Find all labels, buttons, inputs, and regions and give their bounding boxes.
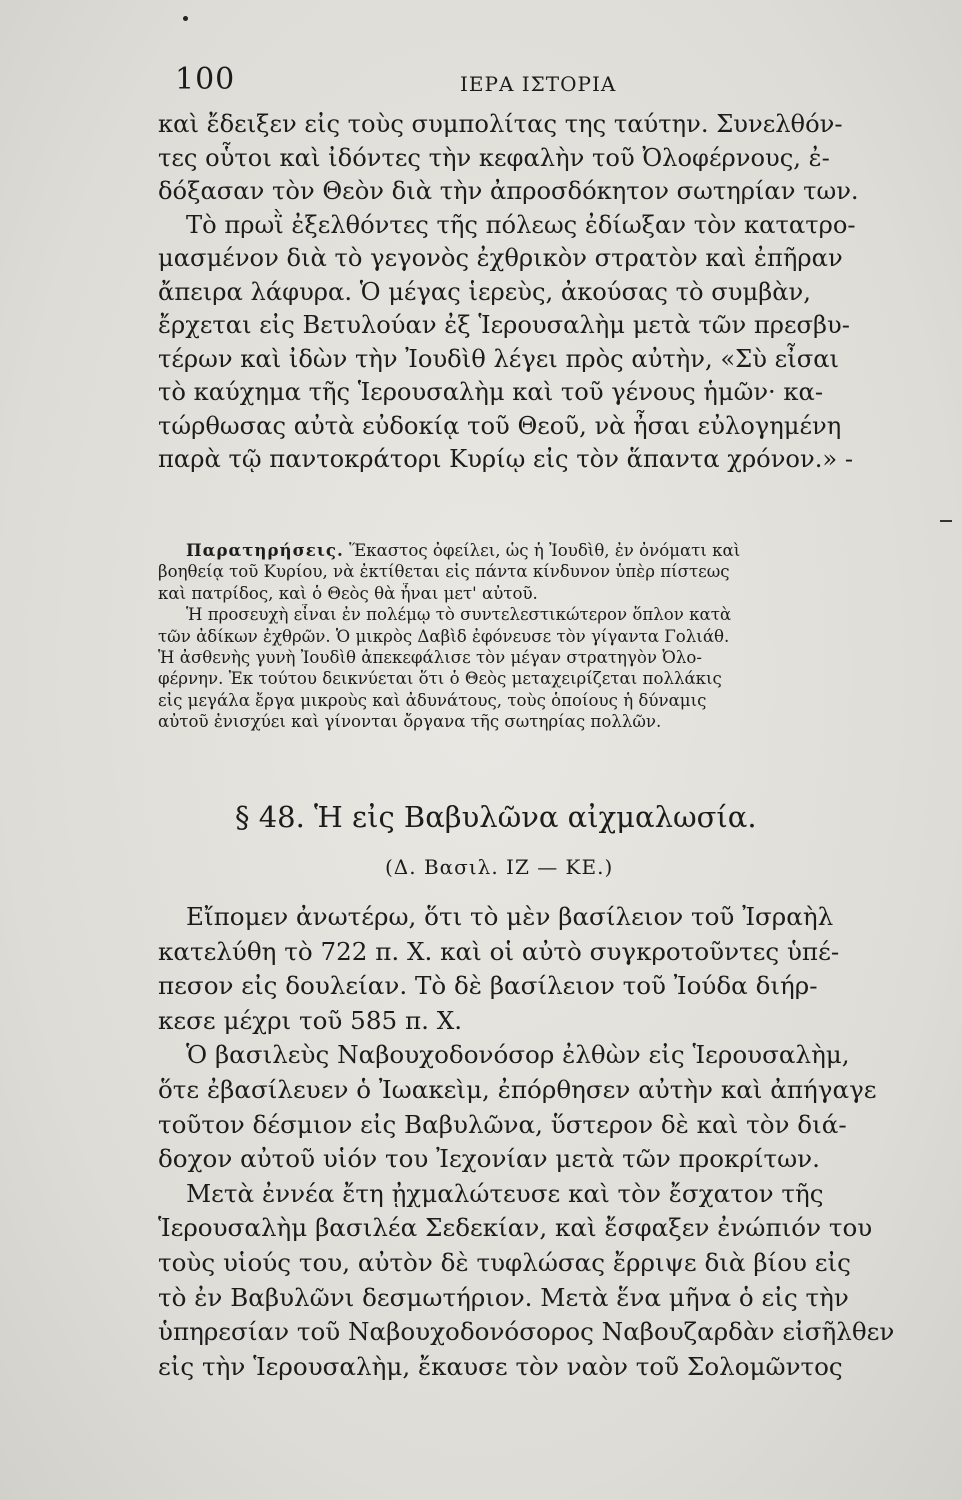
note-line xyxy=(158,540,907,561)
note-line: Ἡ ἀσθενὴς γυνὴ Ἰουδὶθ ἀπεκεφάλισε τὸν μέγαν στρατηγὸν Ὀλο- xyxy=(158,648,702,668)
text-line: κατελύθη τὸ 722 π. Χ. καὶ οἱ αὐτὸ συγκροτοῦντες ὑπέ- xyxy=(158,936,840,966)
text-line: τοὺς υἱούς του, αὐτὸν δὲ τυφλώσας ἔρριψε διὰ βίου εἰς xyxy=(158,1247,851,1277)
section-heading: § 48. Ἡ εἰς Βαβυλῶνα αἰχμαλωσία. xyxy=(235,800,757,834)
text-line: ὑπηρεσίαν τοῦ Ναβουχοδονόσορος Ναβουζαρδὰν εἰσῆλθεν xyxy=(158,1317,895,1347)
note-line: εἰς μεγάλα ἔργα μικροὺς καὶ ἀδυνάτους, τοὺς ὁποίους ἡ δύναμις xyxy=(158,690,707,710)
text-line: παρὰ τῷ παντοκράτορι Κυρίῳ εἰς τὸν ἅπαντα χρόνον.» - xyxy=(158,445,854,473)
text-line: τες οὗτοι καὶ ἰδόντες τὴν κεφαλὴν τοῦ Ὀλοφέρνους, ἐ- xyxy=(158,143,830,172)
text-line: τοῦτον δέσμιον εἰς Βαβυλῶνα, ὕστερον δὲ καὶ τὸν διά- xyxy=(158,1109,847,1139)
margin-mark xyxy=(940,520,952,522)
text-line: πεσον εἰς δουλείαν. Τὸ δὲ βασίλειον τοῦ Ἰούδα διήρ- xyxy=(158,971,818,1001)
text-line: τέρων καὶ ἰδὼν τὴν Ἰουδὶθ λέγει πρὸς αὐτὴν, «Σὺ εἶσαι xyxy=(158,344,840,373)
text-line: ἄπειρα λάφυρα. Ὁ μέγας ἱερεὺς, ἀκούσας τὸ συμβὰν, xyxy=(158,277,811,306)
text-line: Ὁ βασιλεὺς Ναβουχοδονόσορ ἐλθὼν εἰς Ἱερουσαλὴμ, xyxy=(186,1040,850,1070)
section-reference: (Δ. Βασιλ. ΙΖ — ΚΕ.) xyxy=(385,855,614,879)
text-line: δόξασαν τὸν Θεὸν διὰ τὴν ἀπροσδόκητον σωτηρίαν των. xyxy=(158,177,859,205)
section-body xyxy=(158,900,907,1384)
text-line: δοχον αὐτοῦ υἱόν του Ἰεχονίαν μετὰ τῶν προκρίτων. xyxy=(158,1144,820,1174)
text-line: Εἴπομεν ἀνωτέρω, ὅτι τὸ μὲν βασίλειον τοῦ Ἰσραὴλ xyxy=(186,902,834,931)
text-line: μασμένον διὰ τὸ γεγονὸς ἐχθρικὸν στρατὸν καὶ ἐπῆραν xyxy=(158,244,843,272)
note-text: Ἕκαστος ὀφείλει, ὡς ἡ Ἰουδὶθ, ἐν ὀνόματι καὶ xyxy=(343,541,741,560)
main-text xyxy=(158,108,907,477)
note-line: αὐτοῦ ἐνισχύει καὶ γίνονται ὄργανα τῆς σωτηρίας πολλῶν. xyxy=(158,712,662,732)
text-line: Τὸ πρωῒ ἐξελθόντες τῆς πόλεως ἐδίωξαν τὸν κατατρο- xyxy=(186,210,856,239)
page-number: 100 xyxy=(175,62,236,97)
note-line: τῶν ἀδίκων ἐχθρῶν. Ὁ μικρὸς Δαβὶδ ἐφόνευσε τὸν γίγαντα Γολιάθ. xyxy=(158,626,730,646)
page-header xyxy=(175,62,872,102)
text-line: Μετὰ ἐννέα ἔτη ᾐχμαλώτευσε καὶ τὸν ἔσχατον τῆς xyxy=(186,1178,824,1208)
text-line: κεσε μέχρι τοῦ 585 π. Χ. xyxy=(158,1005,463,1035)
running-title: ΙΕΡΑ ΙΣΤΟΡΙΑ xyxy=(460,72,617,96)
text-line: τὸ καύχημα τῆς Ἱερουσαλὴμ καὶ τοῦ γένους ἡμῶν· κα- xyxy=(158,378,824,406)
note-line: καὶ πατρίδος, καὶ ὁ Θεὸς θὰ ἦναι μετ' αὐτοῦ. xyxy=(158,583,538,603)
note-line: φέρνην. Ἐκ τούτου δεικνύεται ὅτι ὁ Θεὸς μεταχειρίζεται πολλάκις xyxy=(158,669,722,689)
text-line: ὅτε ἐβασίλευεν ὁ Ἰωακεὶμ, ἐπόρθησεν αὐτὴν καὶ ἀπήγαγε xyxy=(158,1074,877,1104)
text-line: Ἱερουσαλὴμ βασιλέα Σεδεκίαν, καὶ ἔσφαξεν ἐνώπιόν του xyxy=(158,1213,873,1243)
text-line: τώρθωσας αὐτὰ εὐδοκίᾳ τοῦ Θεοῦ, νὰ ἦσαι εὐλογημένη xyxy=(158,411,842,440)
text-line: ἔρχεται εἰς Βετυλούαν ἐξ Ἱερουσαλὴμ μετὰ τῶν πρεσβυ- xyxy=(158,311,850,339)
note-label: Παρατηρήσεις. xyxy=(186,540,344,560)
text-line: εἰς τὴν Ἱερουσαλὴμ, ἔκαυσε τὸν ναὸν τοῦ Σολομῶντος xyxy=(158,1351,843,1381)
note-line: Ἡ προσευχὴ εἶναι ἐν πολέμῳ τὸ συντελεστικώτερον ὅπλον κατὰ xyxy=(186,605,732,625)
observations-note xyxy=(158,540,907,733)
ink-speck xyxy=(183,16,188,21)
note-line: βοηθείᾳ τοῦ Κυρίου, νὰ ἐκτίθεται εἰς πάντα κίνδυνον ὑπὲρ πίστεως xyxy=(158,562,730,582)
text-line: καὶ ἔδειξεν εἰς τοὺς συμπολίτας της ταύτην. Συνελθόν- xyxy=(158,110,843,138)
text-line: τὸ ἐν Βαβυλῶνι δεσμωτήριον. Μετὰ ἕνα μῆνα ὁ εἰς τὴν xyxy=(158,1282,849,1312)
